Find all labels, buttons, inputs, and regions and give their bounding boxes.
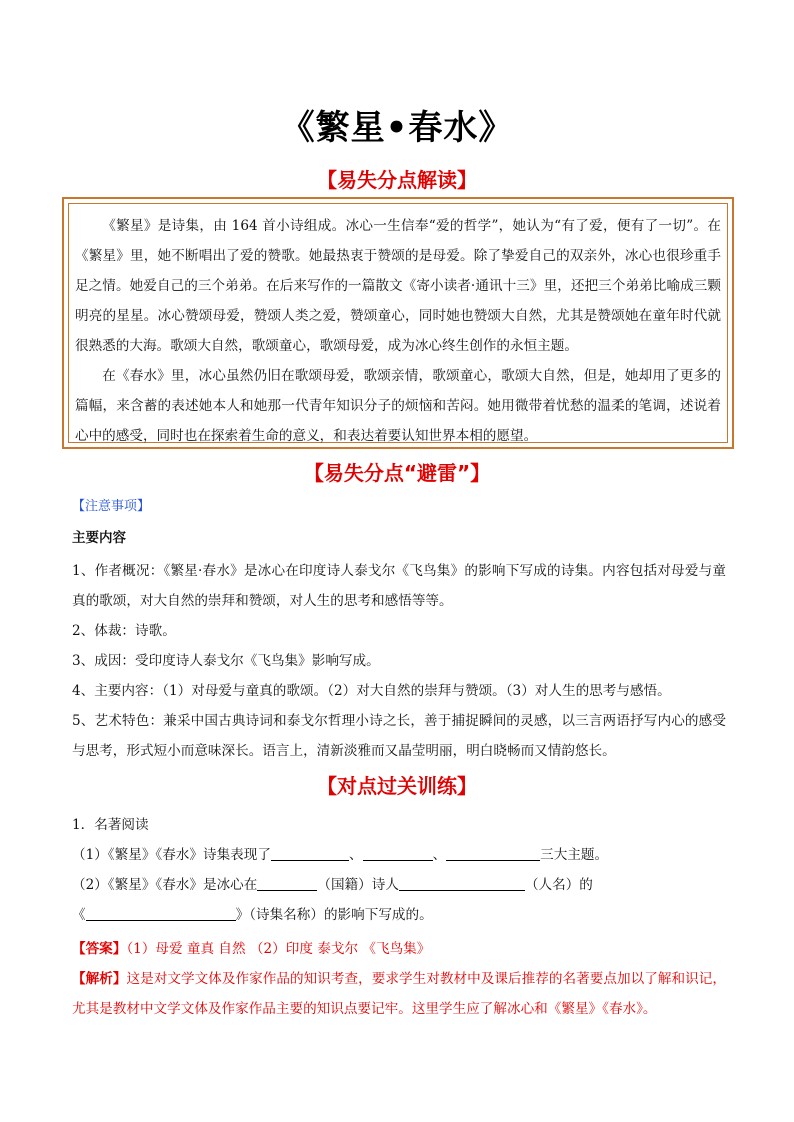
analysis-text: 这是对文学文体及作家作品的知识考查，要求学生对教材中及课后推荐的名著要点加以了解和识记，尤其是教材中文学文体及作家作品主要的知识点要记牢。这里学生应了解冰心和《繁星》《春水》。 <box>72 971 727 1017</box>
section-heading-pitfalls: 【易失分点“避雷”】 <box>303 461 491 485</box>
question-2-middle: （国籍）诗人 <box>317 877 399 893</box>
question-title: 1．名著阅读 <box>72 817 149 833</box>
question-1-separator: 、 <box>432 847 447 863</box>
answer-blank[interactable] <box>399 874 525 891</box>
main-content-list <box>72 556 726 766</box>
main-content-subhead: 主要内容 <box>72 530 126 546</box>
answer-text: （1）母爱 童真 自然 （2）印度 泰戈尔 《飞鸟集》 <box>126 941 431 957</box>
interpretation-paragraph-2: 在《春水》里，冰心虽然仍旧在歌颂母爱，歌颂亲情，歌颂童心，歌颂大自然，但是，她却用了更多的篇幅，来含蓄的表述她本人和她那一代青年知识分子的烦恼和苦闷。她用微带着忧愁的温柔的笔调，述说着心中的感受，同时也在探索着生命的意义，和表达着要认知世界本相的愿望。 <box>75 368 721 444</box>
section-heading-interpretation: 【易失分点解读】 <box>317 168 477 192</box>
analysis-label: 【解析】 <box>72 971 127 987</box>
answer-blank[interactable] <box>271 844 349 861</box>
question-2-line-2-suffix: 》（诗集名称）的影响下写成的。 <box>235 907 433 923</box>
question-1 <box>72 840 726 870</box>
answer-analysis-block <box>72 934 726 1024</box>
question-2-middle: （人名）的 <box>524 877 593 893</box>
list-item: 5、艺术特色：兼采中国古典诗词和泰戈尔哲理小诗之长，善于捕捉瞬间的灵感，以三言两语抒写内心的感受与思考，形式短小而意味深长。语言上，清新淡雅而又晶莹明丽，明白晓畅而又情韵悠长。 <box>72 713 726 759</box>
list-item: 1、作者概况：《繁星·春水》是冰心在印度诗人泰戈尔《飞鸟集》的影响下写成的诗集。内容包括对母爱与童真的歌颂，对大自然的崇拜和赞颂，对人生的思考和感悟等等。 <box>72 563 726 609</box>
notes-label: 【注意事项】 <box>72 499 151 514</box>
interpretation-box-inner <box>68 203 728 443</box>
question-2-prefix: （2）《繁星》《春水》是冰心在 <box>72 877 258 893</box>
section-heading-training: 【对点过关训练】 <box>317 774 477 798</box>
question-1-suffix: 三大主题。 <box>540 847 609 863</box>
page-title: 《繁星•春水》 <box>280 108 514 148</box>
answer-blank[interactable] <box>363 844 433 861</box>
answer-label: 【答案】 <box>72 941 127 957</box>
answer-blank[interactable] <box>86 904 236 921</box>
answer-blank[interactable] <box>257 874 317 891</box>
list-item: 2、体裁：诗歌。 <box>72 623 176 639</box>
question-1-prefix: （1）《繁星》《春水》诗集表现了 <box>72 847 271 863</box>
analysis-line <box>72 964 726 1024</box>
question-2-line-2 <box>72 900 726 930</box>
question-1-separator: 、 <box>348 847 363 863</box>
question-2-line-2-prefix: 《 <box>72 907 86 923</box>
interpretation-paragraph-1: 《繁星》是诗集，由 164 首小诗组成。冰心一生信奉“爱的哲学”，她认为“有了爱，便有了一切”。在《繁星》里，她不断唱出了爱的赞歌。她最热衷于赞颂的是母爱。除了挚爱自己的双亲外，冰心也很珍重手足之情。她爱自己的三个弟弟。在后来写作的一篇散文《寄小读者·通讯十三》里，还把三个弟弟比喻成三颗明亮的星星。冰心赞颂母爱，赞颂人类之爱，赞颂童心，同时她也赞颂大自然，尤其是赞颂她在童年时代就很熟悉的大海。歌颂大自然，歌颂童心，歌颂母爱，成为冰心终生创作的永恒主题。 <box>75 218 721 354</box>
list-item: 4、主要内容：（1）对母爱与童真的歌颂。（2）对大自然的崇拜与赞颂。（3）对人生的思考与感悟。 <box>72 683 671 699</box>
interpretation-box <box>62 197 734 449</box>
question-2 <box>72 870 726 900</box>
answer-line <box>72 934 726 964</box>
exercise-block <box>72 810 726 930</box>
answer-blank[interactable] <box>446 844 540 861</box>
list-item: 3、成因：受印度诗人泰戈尔《飞鸟集》影响写成。 <box>72 653 380 669</box>
